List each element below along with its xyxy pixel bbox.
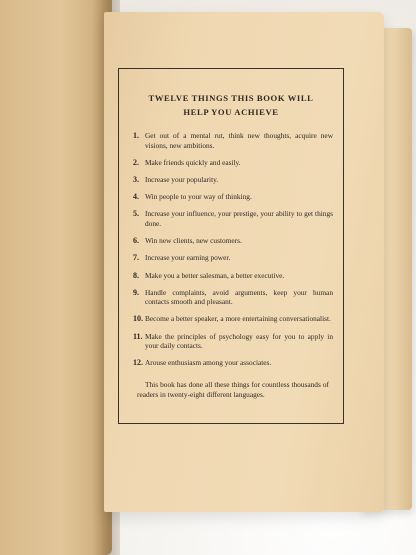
item-text: Make you a better salesman, a better executive. [145, 270, 285, 280]
item-number: 5. [133, 209, 139, 219]
item-number: 4. [133, 192, 139, 202]
item-number: 7. [133, 253, 139, 263]
list-item [133, 288, 333, 307]
item-number: 10. [133, 314, 143, 324]
item-text: Arouse enthusiasm among your associates. [145, 358, 272, 368]
item-text: Become a better speaker, a more entertaining conversationalist. [145, 314, 331, 324]
item-text: Get out of a mental rut, think new thoughts, acquire new visions, new ambitions. [145, 131, 333, 150]
item-text: Win new clients, new customers. [145, 236, 242, 246]
item-number: 9. [133, 287, 139, 297]
title-line-1: TWELVE THINGS THIS BOOK WILL [148, 93, 314, 103]
item-text: Make friends quickly and easily. [145, 157, 241, 167]
list-item [133, 358, 333, 368]
list-item [133, 314, 333, 324]
title-line-2: HELP YOU ACHIEVE [183, 107, 279, 117]
item-text: Increase your earning power. [145, 253, 231, 263]
printed-text-frame [118, 68, 344, 424]
list-item [133, 253, 333, 263]
list-item [133, 236, 333, 246]
item-text: Increase your influence, your prestige, your ability to get things done. [145, 209, 333, 228]
list-item [133, 209, 333, 228]
item-text: Handle complaints, avoid arguments, keep your human contacts smooth and pleasant. [145, 287, 333, 307]
list-item [133, 271, 333, 281]
list-item [133, 332, 333, 351]
footer-note: This book has done all these things for countless thousands of readers in twenty-eight different languages. [137, 380, 329, 399]
item-number: 2. [133, 157, 139, 167]
item-text: Win people to your way of thinking. [145, 192, 252, 202]
item-number: 8. [133, 270, 139, 280]
achievement-list [133, 131, 333, 376]
item-number: 6. [133, 236, 139, 246]
item-number: 11. [133, 331, 143, 341]
item-text: Make the principles of psychology easy for you to apply in your daily contacts. [145, 331, 333, 351]
item-number: 12. [133, 358, 143, 368]
item-number: 1. [133, 131, 139, 140]
list-item [133, 131, 333, 150]
list-item [133, 158, 333, 168]
item-text: Increase your popularity. [145, 174, 219, 184]
list-item [133, 192, 333, 202]
list-item [133, 175, 333, 185]
item-number: 3. [133, 174, 139, 184]
page-title [119, 91, 343, 119]
